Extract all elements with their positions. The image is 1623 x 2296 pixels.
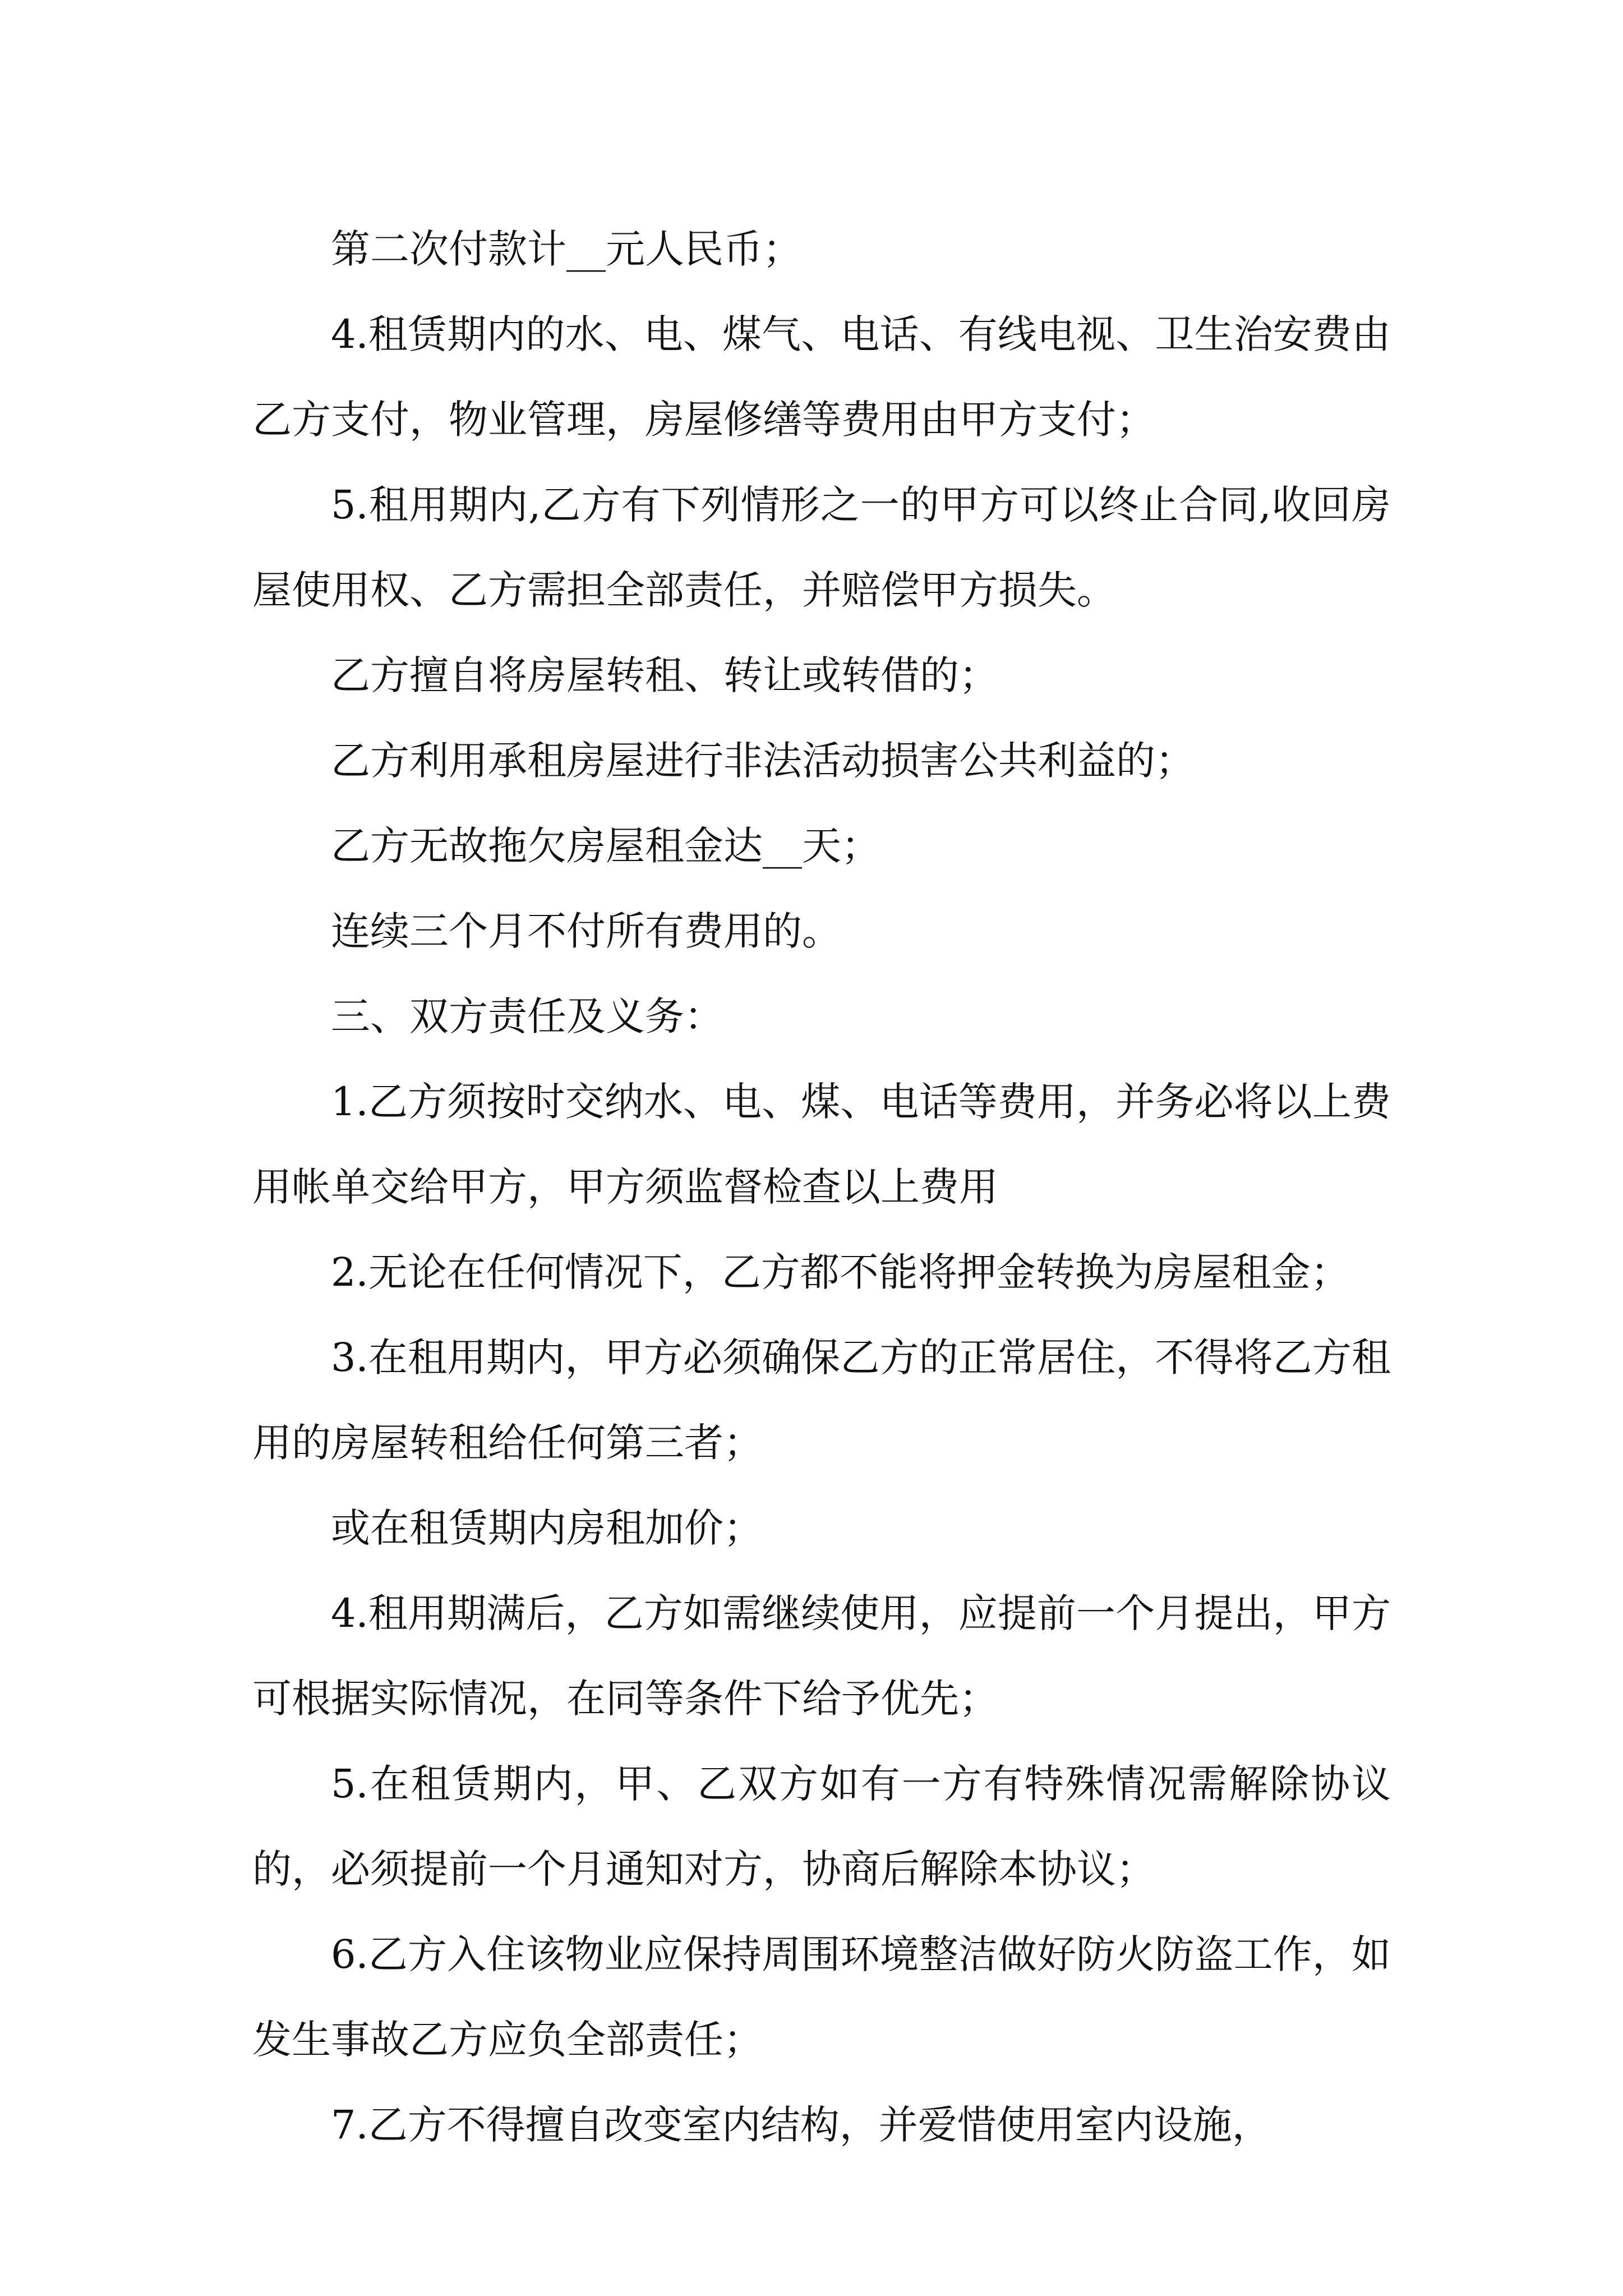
paragraph-renewal-priority: 4.租用期满后，乙方如需继续使用，应提前一个月提出，甲方可根据实际情况，在同等条件下给予优先； <box>252 1590 1391 1722</box>
paragraph-no-structural-changes: 7.乙方不得擅自改变室内结构，并爱惜使用室内设施， <box>331 2102 1271 2148</box>
paragraph-illegal-use-clause: 乙方利用承租房屋进行非法活动损害公共利益的； <box>331 738 1195 784</box>
paragraph-no-rent-increase: 或在租赁期内房租加价； <box>331 1505 763 1551</box>
paragraph-utilities-fees: 4.租赁期内的水、电、煤气、电话、有线电视、卫生治安费由乙方支付，物业管理，房屋修缮等费用由甲方支付； <box>252 311 1391 443</box>
paragraph-pay-bills: 1.乙方须按时交纳水、电、煤、电话等费用，并务必将以上费用帐单交给甲方，甲方须监督检查以上费用 <box>252 1079 1391 1210</box>
paragraph-rent-arrears-clause: 乙方无故拖欠房屋租金达__天； <box>331 823 880 869</box>
paragraph-termination-conditions: 5.租用期内,乙方有下列情形之一的甲方可以终止合同,收回房屋使用权、乙方需担全部责任，并赔偿甲方损失。 <box>252 482 1391 613</box>
paragraph-sublet-clause: 乙方擅自将房屋转租、转让或转借的； <box>331 652 998 698</box>
paragraph-fire-safety: 6.乙方入住该物业应保持周围环境整洁做好防火防盗工作，如发生事故乙方应负全部责任； <box>252 1931 1391 2063</box>
document-body <box>252 206 1391 2168</box>
paragraph-early-termination: 5.在租赁期内，甲、乙双方如有一方有特殊情况需解除协议的，必须提前一个月通知对方，协商后解除本协议； <box>252 1761 1391 1892</box>
paragraph-normal-residence: 3.在租用期内，甲方必须确保乙方的正常居住，不得将乙方租用的房屋转租给任何第三者； <box>252 1335 1391 1466</box>
section-heading-responsibilities: 三、双方责任及义务： <box>331 993 723 1039</box>
paragraph-deposit-rule: 2.无论在任何情况下，乙方都不能将押金转换为房屋租金； <box>331 1249 1350 1295</box>
paragraph-second-payment: 第二次付款计__元人民币； <box>331 226 802 272</box>
paragraph-unpaid-fees-clause: 连续三个月不付所有费用的。 <box>331 908 841 954</box>
